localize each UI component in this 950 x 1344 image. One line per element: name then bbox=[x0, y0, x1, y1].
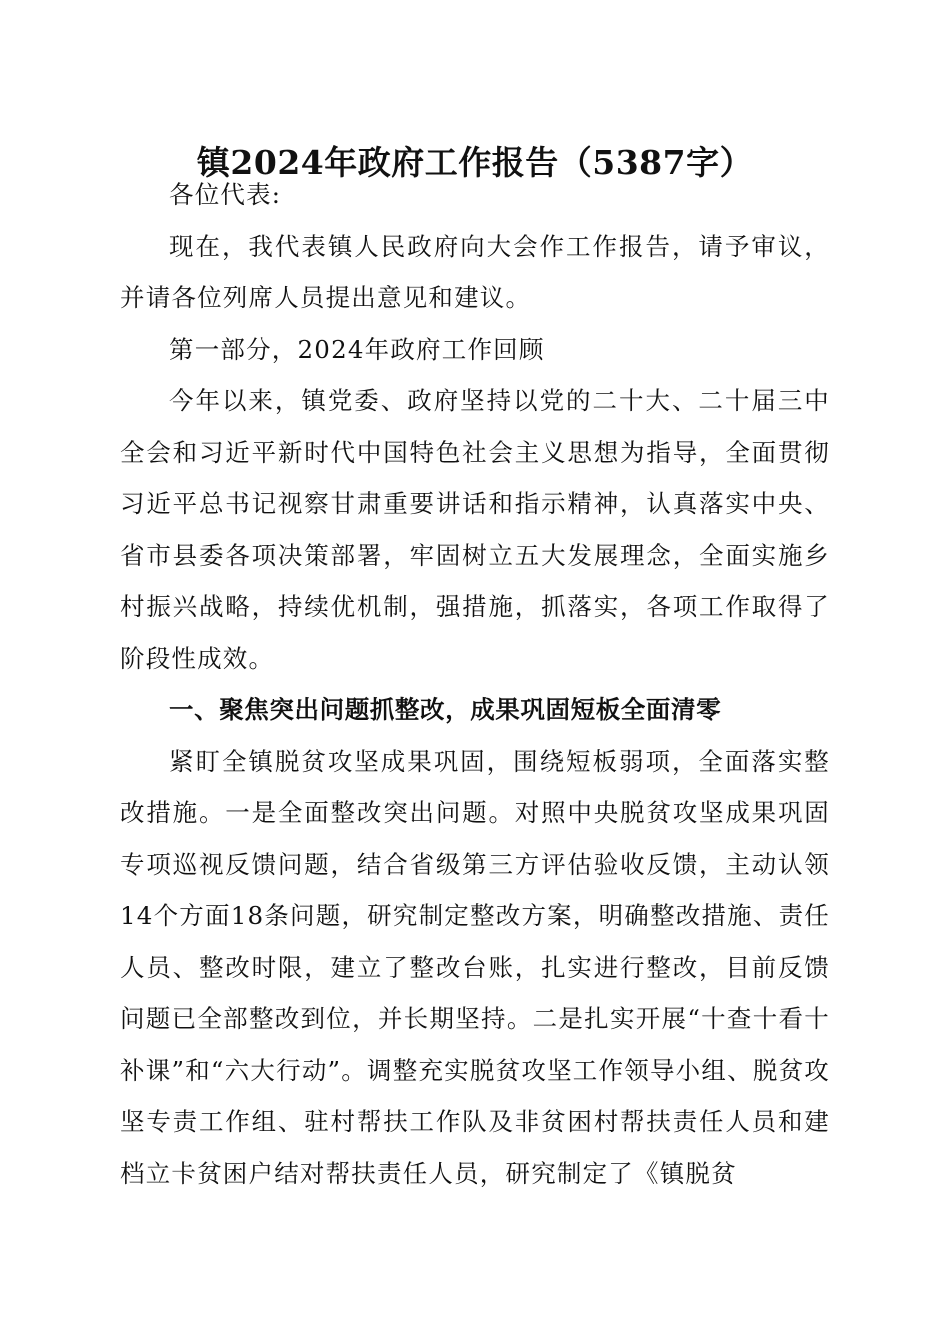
review-paragraph: 今年以来，镇党委、政府坚持以党的二十大、二十届三中全会和习近平新时代中国特色社会主义思想为指导，全面贯彻习近平总书记视察甘肃重要讲话和指示精神，认真落实中央、省市县委各项决策部署，牢固树立五大发展理念，全面实施乡村振兴战略，持续优机制，强措施，抓落实，各项工作取得了阶段性成效。 bbox=[120, 386, 830, 673]
section-one-heading: 一、聚焦突出问题抓整改，成果巩固短板全面清零 bbox=[169, 695, 722, 724]
part-one-heading: 第一部分，2024年政府工作回顾 bbox=[169, 334, 545, 364]
document-body bbox=[120, 169, 830, 1199]
document-title: 镇2024年政府工作报告（5387字） bbox=[196, 143, 754, 182]
opening-paragraph: 现在，我代表镇人民政府向大会作工作报告，请予审议，并请各位列席人员提出意见和建议。 bbox=[120, 231, 830, 312]
salutation: 各位代表: bbox=[169, 180, 282, 209]
section-one-body: 紧盯全镇脱贫攻坚成果巩固，围绕短板弱项，全面落实整改措施。一是全面整改突出问题。对照中央脱贫攻坚成果巩固专项巡视反馈问题，结合省级第三方评估验收反馈，主动认领14个方面18条问题，研究制定整改方案，明确整改措施、责任人员、整改时限，建立了整改台账，扎实进行整改，目前反馈问题已全部整改到位，并长期坚持。二是扎实开展“十查十看十补课”和“六大行动”。调整充实脱贫攻坚工作领导小组、脱贫攻坚专责工作组、驻村帮扶工作队及非贫困村帮扶责任人员和建档立卡贫困户结对帮扶责任人员，研究制定了《镇脱贫 bbox=[120, 746, 830, 1188]
